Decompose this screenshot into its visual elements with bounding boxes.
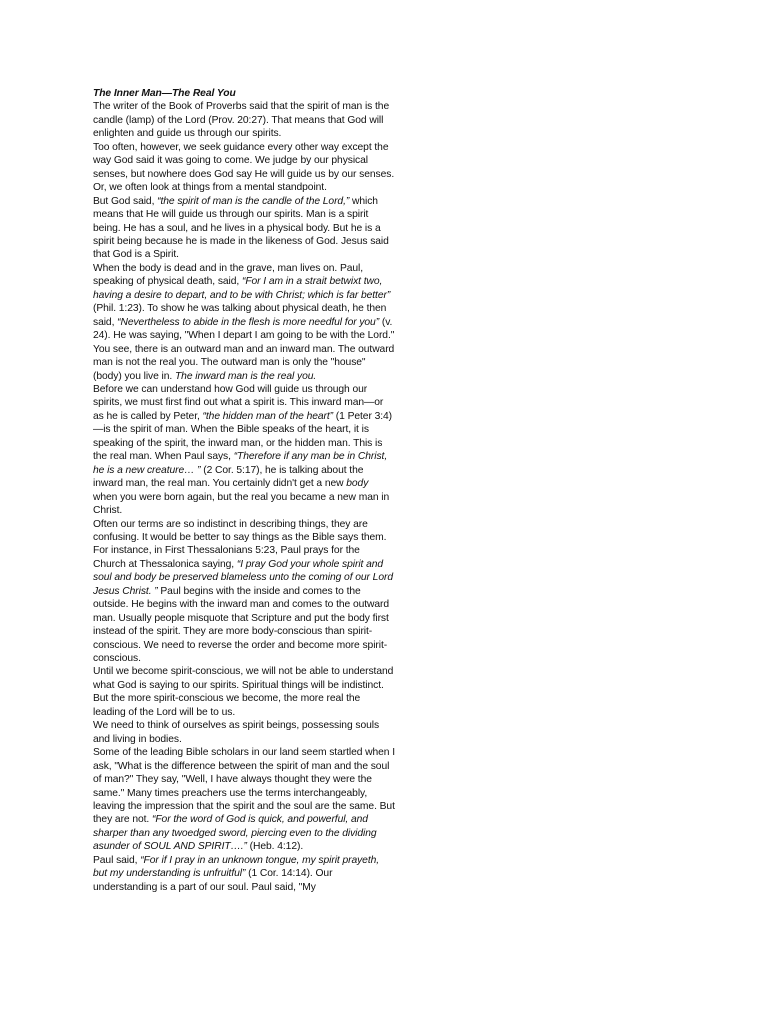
body-text	[93, 100, 395, 894]
text-run: (Phil. 1:23). To show he was talking about physical death, he then said,	[93, 303, 387, 328]
paragraph	[93, 262, 395, 343]
text-run: Some of the leading Bible scholars in our land seem startled when I ask, "What is the difference between the spirit of man and the soul of man?" They say, "Well, I have always thought they were the same." Many times preachers use the terms interchangeably, leaving the impression that the spirit and the soul are the same. But they are not.	[93, 747, 396, 826]
section-title: The Inner Man—The Real You	[93, 88, 236, 99]
text-run: The writer of the Book of Proverbs said that the spirit of man is the candle (lamp) of the Lord (Prov. 20:27). That means that God will enlighten and guide us through our spirits.	[93, 101, 390, 140]
text-run: (2 Cor. 5:17), he is talking about the inward man, the real man. You certainly didn't get a new	[93, 464, 364, 490]
text-run: Before we can understand how God will guide us through our spirits, we must first find out what a spirit is. This inward man—or as he is called by Peter,	[93, 383, 384, 422]
quoted-text: “Therefore if any man be in Christ, he is a new creature… ”	[93, 451, 388, 476]
paragraph	[93, 141, 395, 195]
quoted-text: “For if I pray in an unknown tongue, my spirit prayeth, but my understanding is unfruitful”	[93, 854, 380, 880]
text-run: (Heb. 4:12).	[246, 841, 304, 853]
text-run: which means that He will guide us through our spirits. Man is a spirit being. He has a soul, and he lives in a physical body. But he is a spirit being because he is made in the likeness of God. Jesus said that God is a Spirit.	[93, 195, 389, 261]
quoted-text: body	[346, 478, 369, 490]
paragraph	[93, 854, 395, 894]
text-run: Too often, however, we seek guidance every other way except the way God said it was going to come. We judge by our physical senses, but nowhere does God say He will guide us by our senses. Or, we often look at things from a mental standpoint.	[93, 141, 395, 194]
paragraph	[93, 100, 395, 140]
text-run: Paul said,	[93, 854, 141, 866]
paragraph	[93, 665, 395, 719]
paragraph	[93, 719, 395, 746]
text-run: We need to think of ourselves as spirit beings, possessing souls and living in bodies.	[93, 720, 380, 745]
paragraph	[93, 383, 395, 518]
quoted-text: “the spirit of man is the candle of the Lord,”	[157, 195, 350, 207]
paragraph	[93, 518, 395, 666]
text-run: (v. 24). He was saying, "When I depart I am going to be with the Lord."	[93, 316, 395, 342]
text-run: You see, there is an outward man and an inward man. The outward man is not the real you. The outward man is only the "house" (body) you live in.	[93, 343, 395, 382]
paragraph	[93, 195, 395, 262]
text-run: (1 Cor. 14:14). Our understanding is a part of our soul. Paul said, "My	[93, 868, 333, 893]
text-run: But God said,	[93, 195, 158, 207]
paragraph	[93, 343, 395, 383]
quoted-text: “I pray God your whole spirit and soul and body be preserved blameless unto the coming of our Lord Jesus Christ. ”	[93, 558, 393, 597]
text-run: Often our terms are so indistinct in describing things, they are confusing. It would be better to say things as the Bible says them. For instance, in First Thessalonians 5:23, Paul prays for the Church at Thessalonica saying,	[93, 518, 387, 570]
quoted-text: The inward man is the real you.	[174, 370, 317, 382]
text-run: When the body is dead and in the grave, man lives on. Paul, speaking of physical death, said,	[93, 262, 364, 288]
quoted-text: “Nevertheless to abide in the flesh is more needful for you”	[117, 316, 380, 328]
quoted-text: “the hidden man of the heart”	[202, 410, 334, 422]
document-page	[93, 87, 395, 894]
text-run: Paul begins with the inside and comes to the outside. He begins with the inward man and comes to the outward man. Usually people misquote that Scripture and put the body first instead of the spirit. They are more body-conscious than spirit-conscious. We need to reverse the order and become more spirit-conscious.	[93, 585, 390, 665]
text-run: Until we become spirit-conscious, we will not be able to understand what God is saying to our spirits. Spiritual things will be indistinct. But the more spirit-conscious we become, the more real the leading of the Lord will be to us.	[93, 666, 394, 718]
text-run: (1 Peter 3:4)—is the spirit of man. When the Bible speaks of the heart, it is speaking of the spirit, the inward man, or the hidden man. This is the real man. When Paul says,	[93, 410, 393, 463]
text-run: when you were born again, but the real you became a new man in Christ.	[93, 491, 390, 517]
paragraph	[93, 746, 395, 854]
quoted-text: “For I am in a strait betwixt two, having a desire to depart, and to be with Christ; which is far better”	[93, 276, 391, 301]
quoted-text: “For the word of God is quick, and powerful, and sharper than any twoedged sword, piercing even to the dividing asunder of SOUL AND SPIRIT….”	[93, 814, 377, 853]
